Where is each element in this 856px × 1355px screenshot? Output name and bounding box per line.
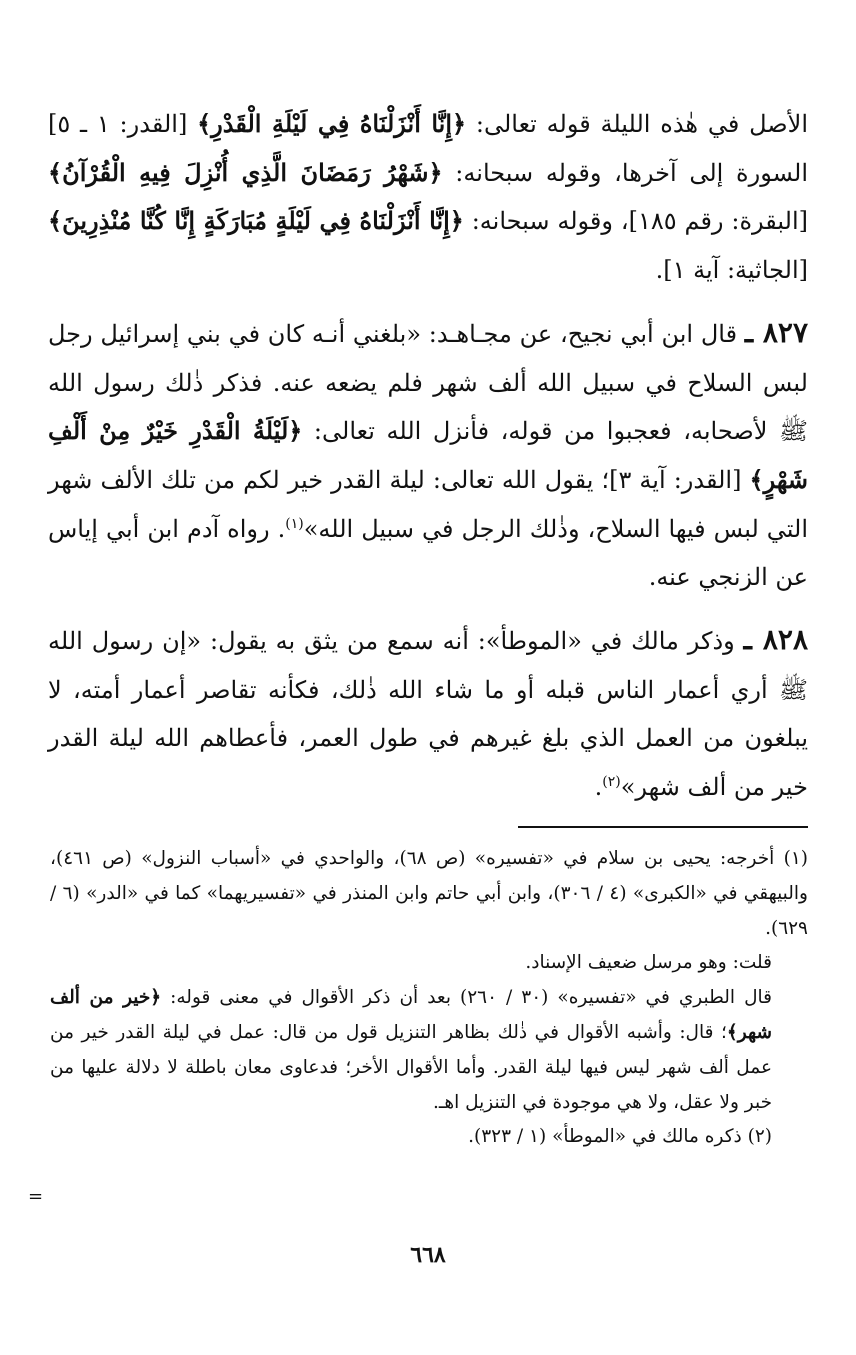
quran-verse: ﴿إِنَّا أَنْزَلْنَاهُ فِي لَيْلَةِ الْقَدْرِ﴾	[197, 109, 467, 138]
quran-verse: ﴿إِنَّا أَنْزَلْنَاهُ فِي لَيْلَةٍ مُبَارَكَةٍ إِنَّا كُنَّا مُنْذِرِينَ﴾	[48, 206, 464, 236]
entry-text-1: قال ابن أبي نجيح، عن مجـاهـد: «بلغني أنـه كان في بني إسرائيل رجل لبس السلاح في سبيل الله ألف شهر فلم يضعه عنه. فذكر ذٰلك رسول الله ﷺ لأصحابه، فعجبوا من قوله، فأنزل الله تعالى:	[48, 319, 808, 446]
footnote-separator	[518, 826, 808, 828]
intro-text-1: الأصل في هٰذه الليلة قوله تعالى:	[466, 110, 809, 138]
page-number: ٦٦٨	[410, 1242, 446, 1268]
main-text	[48, 100, 808, 826]
paragraph-828	[48, 616, 808, 812]
intro-paragraph	[48, 100, 808, 295]
footnote-1: (١) أخرجه: يحيى بن سلام في «تفسيره» (ص ٦٨)، والواحدي في «أسباب النزول» (ص ٤٦١)، والبيهقي في «الكبرى» (٤ / ٣٠٦)، وابن أبي حاتم وابن المنذر في «تفسيريهما» كما في «الدر» (٦ / ٦٢٩).	[50, 848, 808, 939]
footnote-ref[interactable]: (١)	[285, 515, 304, 532]
entry-number: ٨٢٧ ـ	[744, 315, 809, 349]
tabari-text-2: ؛ قال: وأشبه الأقوال في ذٰلك بظاهر التنزيل قول من قال: عمل في ليلة القدر خير من عمل ألف شهر ليس فيها ليلة القدر. وأما الأقوال الأخر؛ فدعاوى معان باطلة لا دلالة عليها من خبر ولا عقل، ولا هي موجودة في التنزيل اهـ.	[50, 1021, 772, 1113]
quran-verse: ﴿شَهْرُ رَمَضَانَ الَّذِي أُنْزِلَ فِيهِ الْقُرْآنُ﴾	[48, 157, 443, 187]
entry-text-2: .	[594, 773, 603, 802]
continuation-mark: =	[28, 1186, 44, 1207]
intro-text-2: [القدر: ١ ـ ٥] السورة إلى آخرها، وقوله سبحانه:	[48, 110, 809, 187]
tabari-text-1: قال الطبري في «تفسيره» (٣٠ / ٢٦٠) بعد أن ذكر الأقوال في معنى قوله:	[161, 987, 772, 1009]
entry-text-2: [القدر: آية ٣]؛ يقول الله تعالى: ليلة القدر خير لكم من تلك الألف شهر التي لبس فيها السلاح، وذٰلك الرجل في سبيل الله»	[48, 465, 808, 543]
intro-text-4: [الجاثية: آية ١].	[655, 256, 808, 285]
paragraph-827	[48, 309, 808, 602]
footnotes	[50, 842, 808, 1155]
entry-text-1: وذكر مالك في «الموطأ»: أنه سمع من يثق به يقول: «إن رسول الله ﷺ أري أعمار الناس قبله أو ما شاء الله ذٰلك، فكأنه تقاصر أعمار أمته، لا يبلغون من العمل الذي بلغ غيرهم في طول العمر، فأعطاهم الله ليلة القدر خير من ألف شهر»	[48, 627, 808, 802]
footnote-1-comment: قلت: وهو مرسل ضعيف الإسناد.	[525, 952, 772, 974]
quran-verse: ﴿لَيْلَةُ الْقَدْرِ خَيْرٌ مِنْ أَلْفِ شَهْرٍ﴾	[48, 416, 809, 494]
entry-number: ٨٢٨ ـ	[743, 623, 808, 657]
footnote-2: (٢) ذكره مالك في «الموطأ» (١ / ٣٢٣).	[468, 1126, 772, 1148]
quran-verse: ﴿خير من ألف شهر﴾	[50, 987, 772, 1043]
intro-text-3: [البقرة: رقم ١٨٥]، وقوله سبحانه:	[463, 207, 808, 236]
entry-text-3: . رواه آدم ابن أبي إياس عن الزنجي عنه.	[48, 514, 808, 592]
footnote-ref[interactable]: (٢)	[602, 774, 621, 791]
footnote-1-tabari	[50, 981, 808, 1120]
